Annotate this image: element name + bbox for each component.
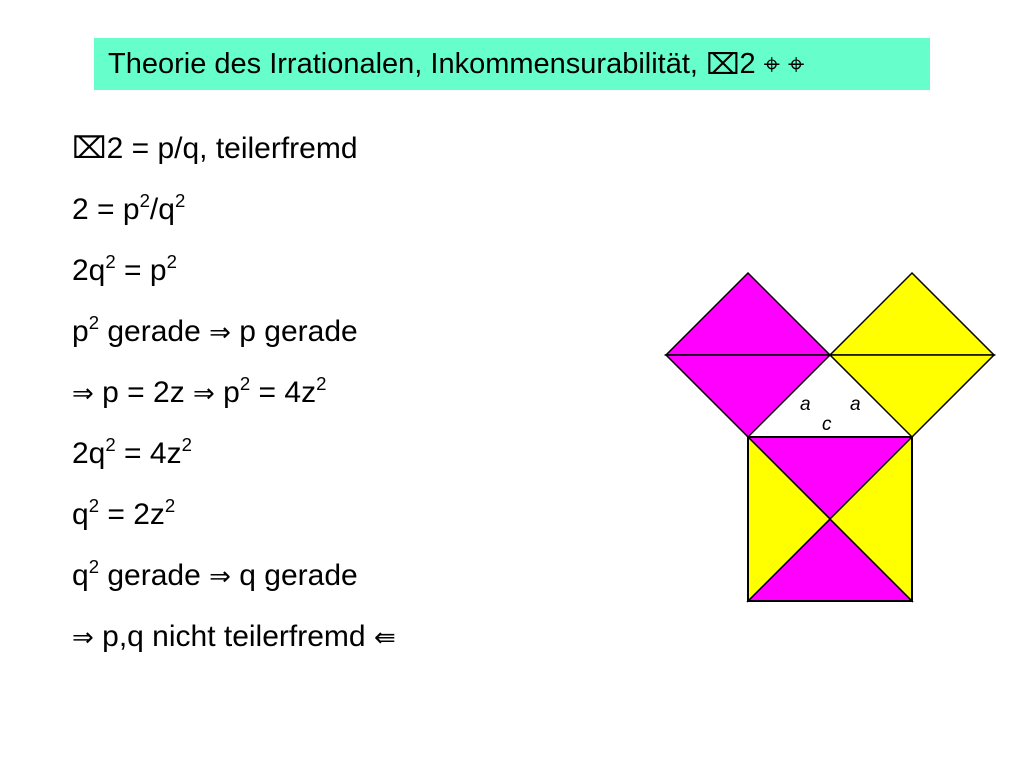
slide-title bbox=[94, 38, 930, 90]
proof-line-6: $2q^2 = 4z^2$ bbox=[72, 434, 192, 470]
decorative-symbol-icon: ⌖ bbox=[763, 46, 780, 81]
right-square-top bbox=[830, 273, 994, 355]
label-a-left: a bbox=[800, 394, 811, 415]
proof-line-8: $q^2$ gerade ⇒ q gerade bbox=[72, 556, 358, 592]
proof-line-5: ⇒ p = 2z ⇒ $p^2 = 4z^2$ bbox=[72, 373, 327, 409]
label-c: c bbox=[822, 414, 832, 435]
proof-line-2: $2 = p^2/q^2$ bbox=[72, 190, 186, 226]
proof-line-9: ⇒ p,q nicht teilerfremd ⇚ bbox=[72, 620, 396, 653]
decorative-symbol-icon: ⌖ bbox=[788, 46, 805, 81]
proof-line-3: $2q^2 = p^2$ bbox=[72, 251, 177, 287]
title-text: Theorie des Irrationalen, Inkommensurabilität, bbox=[108, 47, 698, 80]
radical-icon: ⌧ bbox=[72, 131, 107, 166]
implies-icon: ⇒ bbox=[209, 562, 231, 592]
proof-line-4: $p^2$ gerade ⇒ p gerade bbox=[72, 312, 358, 348]
implies-icon: ⇒ bbox=[209, 318, 231, 348]
left-square-top bbox=[666, 273, 830, 355]
proof-line-7: $q^2 = 2z^2$ bbox=[72, 495, 176, 531]
label-a-right: a bbox=[850, 394, 861, 415]
contradiction-arrow-icon: ⇚ bbox=[373, 623, 396, 653]
implies-icon: ⇒ bbox=[72, 379, 94, 409]
proof-line-1: ⌧2 = p/q, teilerfremd bbox=[72, 118, 632, 179]
pythagoras-square-figure bbox=[664, 270, 1004, 610]
implies-icon: ⇒ bbox=[193, 379, 215, 409]
radical-icon: ⌧ bbox=[706, 47, 740, 81]
proof-steps bbox=[72, 118, 632, 667]
implies-icon: ⇒ bbox=[72, 623, 94, 653]
title-radicand: 2 bbox=[739, 47, 756, 80]
